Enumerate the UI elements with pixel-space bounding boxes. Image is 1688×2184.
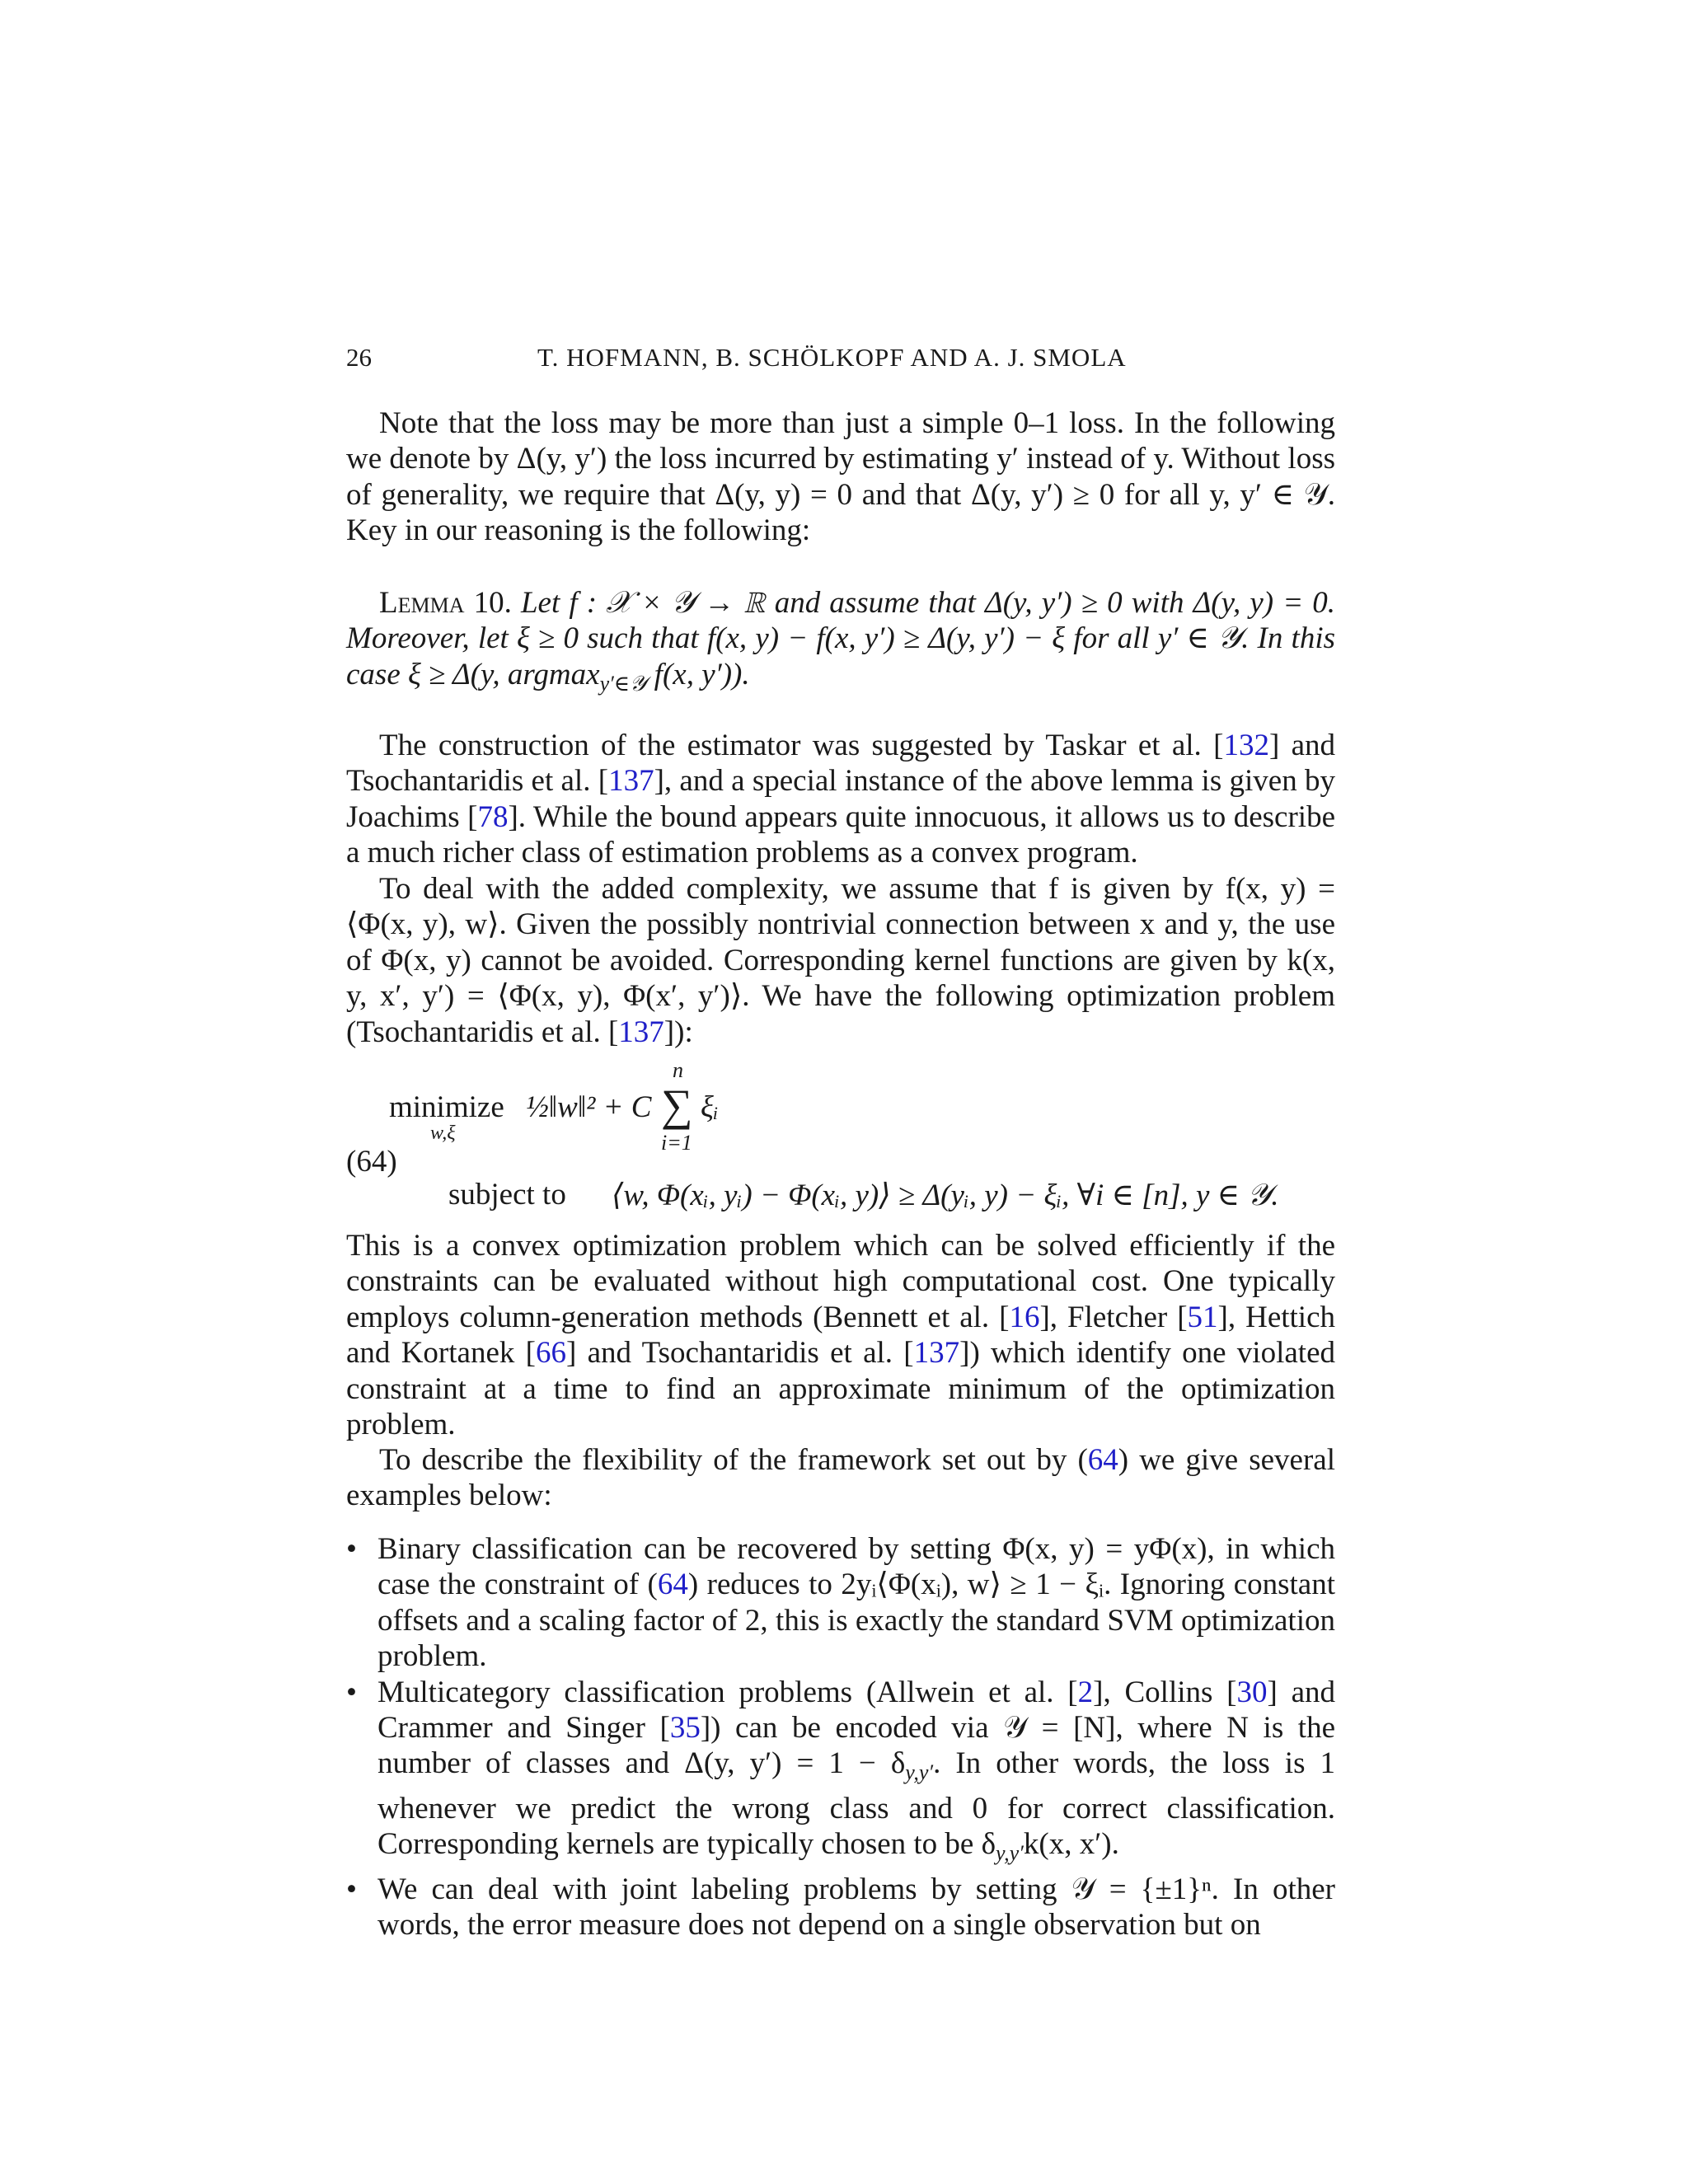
list-item-multicategory [346, 1675, 1335, 1872]
paragraph-text: ) we give several examples below: [346, 1443, 1335, 1513]
paragraph-text: ]): [663, 1015, 693, 1049]
paragraph-text: ], Hettich and Kortanek [ [346, 1300, 1335, 1371]
paragraph-text: To describe the flexibility of the framework set out by ( [379, 1443, 1088, 1477]
citation-link[interactable]: 137 [608, 764, 654, 799]
equation-reference-link[interactable]: 64 [1087, 1443, 1118, 1477]
list-item-text: ] and Crammer and Singer [ [377, 1675, 1336, 1746]
paragraph-estimator [346, 728, 1335, 871]
citation-link[interactable]: 30 [1236, 1675, 1268, 1709]
bullet-marker: • [346, 1532, 357, 1566]
citation-link[interactable]: 137 [618, 1015, 664, 1049]
bullet-marker: • [346, 1675, 357, 1709]
list-item-joint-labeling [346, 1872, 1335, 1943]
list-item-text: ]) can be encoded via 𝒴 = [N], where N is the number of classes and Δ(y, y′) = 1 − δ [377, 1711, 1336, 1781]
paragraph-text: Note that the loss may be more than just a simple 0–1 loss. In the following we denote by Δ(y, y′) the loss incurred by estimating y′ instead of y. Without loss of generality, we require that Δ(y, y) = 0 and that Δ(y, y′) ≥ 0 for all y, y′ ∈ 𝒴. Key in our reasoning is the following: [346, 406, 1335, 548]
citation-link[interactable]: 66 [535, 1336, 566, 1371]
page-number: 26 [346, 343, 372, 372]
lemma-tail: f(x, y′)). [646, 657, 750, 691]
lemma-text: Let f : 𝒳 × 𝒴 → ℝ and assume that Δ(y, y′) ≥ 0 with Δ(y, y) = 0. Moreover, let ξ ≥ 0 such that f(x, y) − f(x, y′) ≥ Δ(y, y′) − ξ for all y′ ∈ 𝒴. In this case ξ ≥ Δ(y, argmax [346, 586, 1336, 691]
sum-upper-limit: n [673, 1058, 683, 1082]
running-header [346, 343, 1335, 379]
objective: ½‖w‖² + C [526, 1090, 652, 1124]
bullet-marker: • [346, 1872, 357, 1906]
minimize-subscript: w,ξ [430, 1122, 456, 1144]
paragraph-loss-intro [346, 405, 1335, 549]
paragraph-text: The construction of the estimator was suggested by Taskar et al. [ [379, 729, 1224, 762]
list-item-text: We can deal with joint labeling problems by setting 𝒴 = {±1}ⁿ. In other words, the error measure does not depend on a single observation but on [377, 1872, 1335, 1943]
citation-link[interactable]: 137 [913, 1336, 960, 1371]
citation-link[interactable]: 16 [1009, 1300, 1040, 1334]
constraint: ⟨w, Φ(xᵢ, yᵢ) − Φ(xᵢ, y)⟩ ≥ Δ(yᵢ, y) − ξᵢ, ∀i ∈ [n], y ∈ 𝒴. [612, 1179, 1279, 1212]
lemma-10 [346, 585, 1335, 701]
list-item-text: Binary classification can be recovered by setting Φ(x, y) = yΦ(x), in which case the constraint of ( [377, 1532, 1335, 1602]
equation-number: (64) [346, 1145, 397, 1179]
running-header-authors: T. HOFMANN, B. SCHÖLKOPF AND A. J. SMOLA [537, 343, 1127, 372]
delta-subscript: y,y′ [996, 1841, 1024, 1866]
subject-to-label: subject to [448, 1178, 566, 1212]
paragraph-text: To deal with the added complexity, we assume that f is given by f(x, y) = ⟨Φ(x, y), w⟩. Given the possibly nontrivial connection between x and y, the use of Φ(x, y) cannot be avoided. Corresponding kernel functions are given by k(x, y, x′, y′) = ⟨Φ(x, y), Φ(x′, y′)⟩. We have the following optimization problem (Tsochantaridis et al. [ [346, 872, 1335, 1049]
list-item-text: ], Collins [ [1093, 1675, 1237, 1709]
sum-term: ξᵢ [701, 1090, 719, 1124]
citation-link[interactable]: 35 [669, 1711, 701, 1746]
citation-link[interactable]: 2 [1077, 1675, 1094, 1709]
examples-list [346, 1531, 1335, 1943]
equation-reference-link[interactable]: 64 [657, 1568, 688, 1602]
paragraph-complexity [346, 871, 1335, 1050]
list-item-text: ) reduces to 2yᵢ⟨Φ(xᵢ), w⟩ ≥ 1 − ξᵢ. Ignoring constant offsets and a scaling factor of 2, this is exactly the standard SVM optimization problem. [377, 1568, 1335, 1674]
delta-subscript: y,y′ [905, 1760, 934, 1785]
citation-link[interactable]: 51 [1187, 1300, 1218, 1334]
sum-lower-limit: i=1 [661, 1131, 692, 1155]
paragraph-text: ], Fletcher [ [1039, 1300, 1188, 1334]
sum-sign: ∑ [661, 1080, 693, 1130]
list-item-text: Multicategory classification problems (Allwein et al. [ [377, 1675, 1078, 1709]
minimize-label: minimize [389, 1090, 504, 1124]
list-item-text: . In other words, the loss is 1 whenever we predict the wrong class and 0 for correct classification. Corresponding kernels are typically chosen to be δ [377, 1746, 1335, 1862]
lemma-argmax-subscript: y′∈𝒴 [599, 671, 647, 696]
citation-link[interactable]: 78 [477, 799, 509, 834]
citation-link[interactable]: 132 [1223, 729, 1269, 762]
list-item-text: k(x, x′). [1023, 1827, 1119, 1862]
paragraph-text: ]) which identify one violated constraint at a time to find an approximate minimum of the optimization problem. [346, 1336, 1335, 1442]
paragraph-text: This is a convex optimization problem which can be solved efficiently if the constraints can be evaluated without high computational cost. One typically employs column-generation methods (Bennett et al. [ [346, 1229, 1335, 1334]
paragraph-convex [346, 1228, 1335, 1442]
equation-64 [346, 1058, 1335, 1212]
paragraph-text: ] and Tsochantaridis et al. [ [565, 1336, 914, 1371]
lemma-label: Lemma 10. [379, 586, 512, 620]
paragraph-flexibility [346, 1442, 1335, 1514]
list-item-binary [346, 1531, 1335, 1675]
paragraph-text: ]. While the bound appears quite innocuous, it allows us to describe a much richer class of estimation problems as a convex program. [346, 799, 1335, 870]
paragraph-text: ] and Tsochantaridis et al. [ [346, 729, 1335, 799]
paragraph-text: ], and a special instance of the above lemma is given by Joachims [ [346, 764, 1335, 834]
